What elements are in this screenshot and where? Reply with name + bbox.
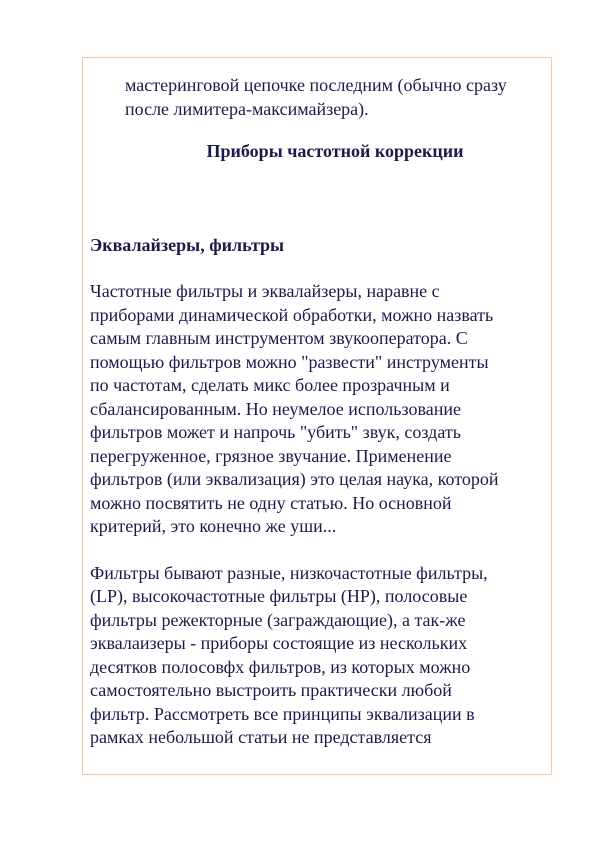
text-line: Фильтры бывают разные, низкочастотные фильтры, <box>90 562 488 583</box>
text-line: помощью фильтров можно "развести" инструменты <box>90 351 489 372</box>
text-line: приборами динамической обработки, можно назвать <box>90 304 494 325</box>
text-line: можно посвятить не одну статью. Но основной <box>90 492 452 513</box>
document-body <box>90 74 545 750</box>
text-line: после лимитера-максимайзера). <box>125 98 369 119</box>
text-line: сбалансированным. Но неумелое использование <box>90 398 461 419</box>
paragraph-filters-intro <box>90 280 545 539</box>
text-line: фильтры режекторные (заграждающие), а так-же <box>90 609 466 630</box>
text-line: критерий, это конечно же уши... <box>90 516 337 536</box>
text-line: фильтров может и напрочь "убить" звук, создать <box>90 422 461 442</box>
text-line: фильтров (или эквализация) это целая наука, которой <box>90 469 499 489</box>
intro-paragraph <box>90 74 545 121</box>
text-line: самым главным инструментом звукооператора. С <box>90 328 468 348</box>
text-line: перегруженное, грязное звучание. Применение <box>90 445 452 466</box>
text-line: фильтр. Рассмотреть все принципы эквализации в <box>90 703 475 724</box>
text-line: по частотам, сделать микс более прозрачным и <box>90 375 450 395</box>
text-line: (LP), высокочастотные фильтры (HP), полосовые <box>90 586 468 606</box>
text-line: эквалаизеры - приборы состоящие из нескольких <box>90 633 468 653</box>
text-line: мастеринговой цепочке последним (обычно сразу <box>125 75 507 95</box>
text-line: рамках небольшой статьи не представляется <box>90 727 432 747</box>
text-line: самостоятельно выстроить практически любой <box>90 680 452 700</box>
paragraph-filter-types <box>90 562 545 750</box>
text-line: десятков полосовфх фильтров, из которых можно <box>90 656 471 677</box>
section-title: Приборы частотной коррекции <box>206 141 464 161</box>
text-line: Частотные фильтры и эквалайзеры, наравне с <box>90 281 440 301</box>
subheading: Эквалайзеры, фильтры <box>90 234 285 255</box>
